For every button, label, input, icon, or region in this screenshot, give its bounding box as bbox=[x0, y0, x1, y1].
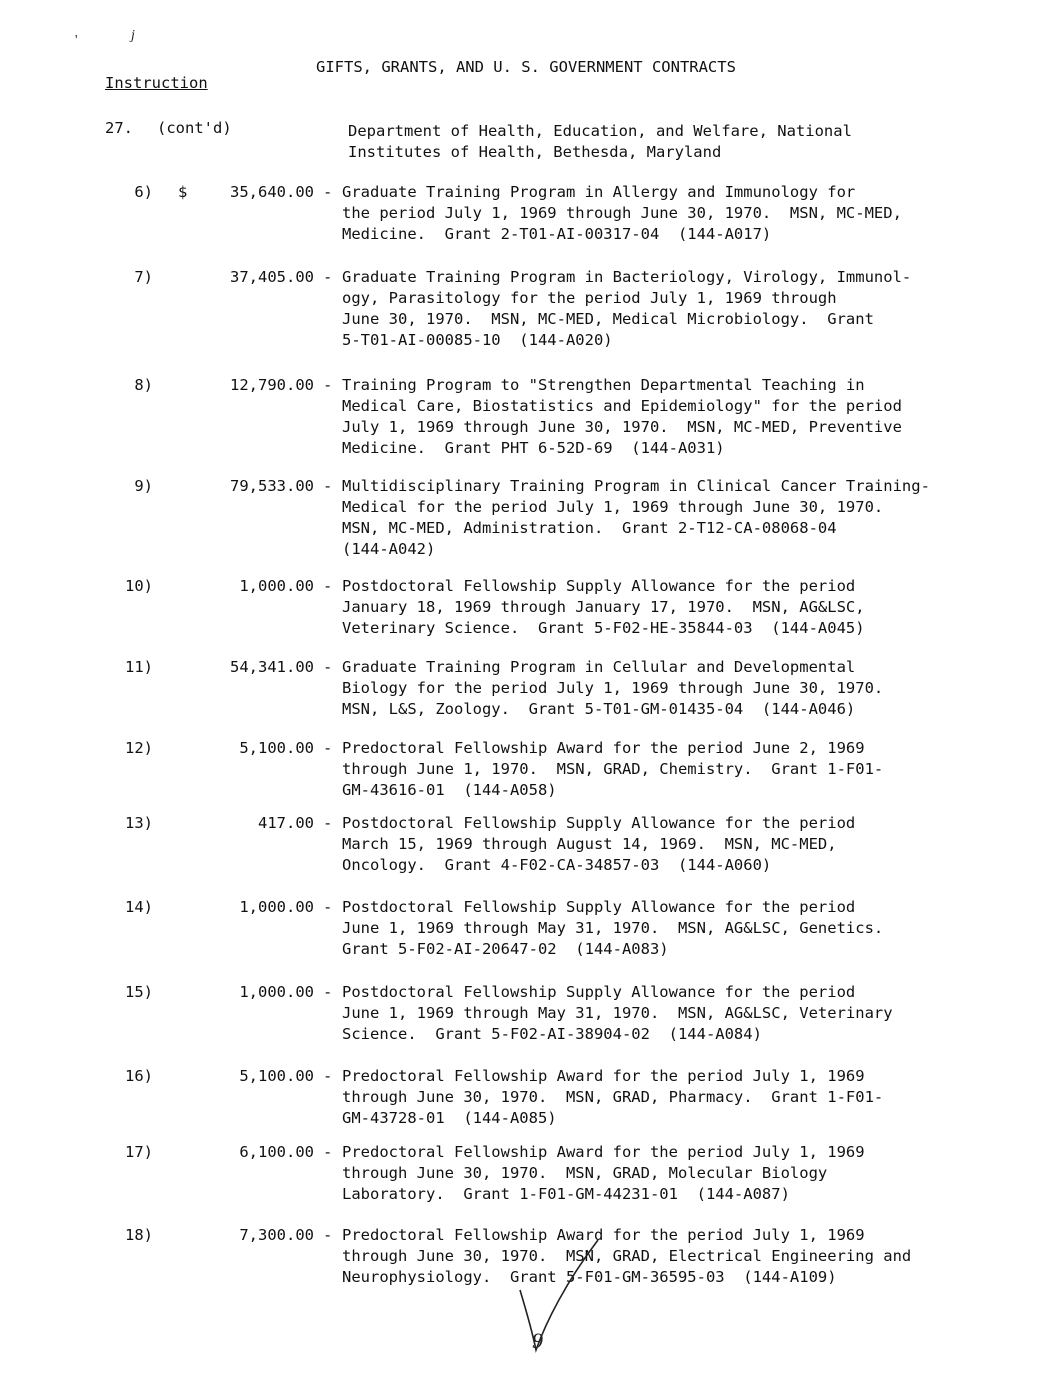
grant-amount: 1,000.00 bbox=[239, 898, 314, 916]
entry-number: 14) bbox=[125, 898, 153, 916]
grant-amount: 1,000.00 bbox=[239, 577, 314, 595]
description-line: through June 30, 1970. MSN, GRAD, Molecular Biology bbox=[342, 1164, 828, 1182]
separator-dash: - bbox=[323, 268, 333, 286]
entry-number: 12) bbox=[125, 739, 153, 757]
separator-dash: - bbox=[323, 577, 333, 595]
separator-dash: - bbox=[323, 739, 333, 757]
section-heading: Instruction bbox=[105, 74, 208, 92]
grant-description bbox=[342, 982, 1022, 1045]
grant-description bbox=[342, 813, 1022, 876]
agency-name bbox=[348, 121, 988, 163]
entry-number: 17) bbox=[125, 1143, 153, 1161]
description-line: March 15, 1969 through August 14, 1969. MSN, MC-MED, bbox=[342, 835, 837, 853]
grant-description bbox=[342, 476, 1022, 560]
description-line: Postdoctoral Fellowship Supply Allowance for the period bbox=[342, 814, 856, 832]
description-line: Predoctoral Fellowship Award for the period July 1, 1969 bbox=[342, 1067, 865, 1085]
grant-description bbox=[342, 1225, 1022, 1288]
description-line: Biology for the period July 1, 1969 through June 30, 1970. bbox=[342, 679, 884, 697]
separator-dash: - bbox=[323, 1143, 333, 1161]
grant-description bbox=[342, 657, 1022, 720]
checkmark-icon bbox=[514, 1232, 604, 1362]
description-line: Postdoctoral Fellowship Supply Allowance for the period bbox=[342, 898, 856, 916]
grant-amount: 79,533.00 bbox=[230, 477, 314, 495]
grant-amount: 12,790.00 bbox=[230, 376, 314, 394]
grant-amount: 1,000.00 bbox=[239, 983, 314, 1001]
grant-description bbox=[342, 576, 1022, 639]
separator-dash: - bbox=[323, 814, 333, 832]
grant-description bbox=[342, 267, 1022, 351]
description-line: Grant 5-F02-AI-20647-02 (144-A083) bbox=[342, 940, 669, 958]
grant-amount: 37,405.00 bbox=[230, 268, 314, 286]
description-line: through June 1, 1970. MSN, GRAD, Chemistry. Grant 1-F01- bbox=[342, 760, 884, 778]
separator-dash: - bbox=[323, 658, 333, 676]
separator-dash: - bbox=[323, 983, 333, 1001]
separator-dash: - bbox=[323, 183, 333, 201]
description-line: 5-T01-AI-00085-10 (144-A020) bbox=[342, 331, 613, 349]
description-line: Training Program to "Strengthen Departmental Teaching in bbox=[342, 376, 865, 394]
entry-number: 10) bbox=[125, 577, 153, 595]
grant-amount: 6,100.00 bbox=[239, 1143, 314, 1161]
grant-description bbox=[342, 738, 1022, 801]
separator-dash: - bbox=[323, 898, 333, 916]
description-line: Medical for the period July 1, 1969 through June 30, 1970. bbox=[342, 498, 884, 516]
description-line: July 1, 1969 through June 30, 1970. MSN, MC-MED, Preventive bbox=[342, 418, 902, 436]
entry-number: 16) bbox=[125, 1067, 153, 1085]
separator-dash: - bbox=[323, 1226, 333, 1244]
description-line: the period July 1, 1969 through June 30, 1970. MSN, MC-MED, bbox=[342, 204, 902, 222]
grant-amount: 5,100.00 bbox=[239, 1067, 314, 1085]
entry-number: 13) bbox=[125, 814, 153, 832]
agency-line: Department of Health, Education, and Welfare, National bbox=[348, 122, 852, 140]
grant-amount: 54,341.00 bbox=[230, 658, 314, 676]
description-line: Medical Care, Biostatistics and Epidemiology" for the period bbox=[342, 397, 902, 415]
grant-description bbox=[342, 1142, 1022, 1205]
description-line: ogy, Parasitology for the period July 1, 1969 through bbox=[342, 289, 837, 307]
description-line: GM-43728-01 (144-A085) bbox=[342, 1109, 557, 1127]
grant-description bbox=[342, 1066, 1022, 1129]
currency-symbol: $ bbox=[178, 183, 188, 201]
entry-number: 9) bbox=[134, 477, 153, 495]
stray-mark-1: ' bbox=[75, 33, 78, 48]
item-number: 27. bbox=[105, 119, 133, 137]
grant-amount: 7,300.00 bbox=[239, 1226, 314, 1244]
grant-description bbox=[342, 897, 1022, 960]
description-line: Predoctoral Fellowship Award for the period July 1, 1969 bbox=[342, 1226, 865, 1244]
stray-mark-2: j bbox=[131, 28, 135, 43]
description-line: June 1, 1969 through May 31, 1970. MSN, AG&LSC, Veterinary bbox=[342, 1004, 893, 1022]
entry-number: 11) bbox=[125, 658, 153, 676]
description-line: (144-A042) bbox=[342, 540, 436, 558]
agency-line: Institutes of Health, Bethesda, Maryland bbox=[348, 143, 722, 161]
grant-amount: 5,100.00 bbox=[239, 739, 314, 757]
description-line: Multidisciplinary Training Program in Clinical Cancer Training- bbox=[342, 477, 930, 495]
description-line: through June 30, 1970. MSN, GRAD, Electrical Engineering and bbox=[342, 1247, 912, 1265]
entry-number: 6) bbox=[134, 183, 153, 201]
description-line: MSN, L&S, Zoology. Grant 5-T01-GM-01435-04 (144-A046) bbox=[342, 700, 856, 718]
grant-description bbox=[342, 375, 1022, 459]
separator-dash: - bbox=[323, 1067, 333, 1085]
entry-number: 18) bbox=[125, 1226, 153, 1244]
separator-dash: - bbox=[323, 477, 333, 495]
grant-amount: 417.00 bbox=[258, 814, 314, 832]
description-line: Science. Grant 5-F02-AI-38904-02 (144-A084) bbox=[342, 1025, 762, 1043]
description-line: Graduate Training Program in Bacteriology, Virology, Immunol- bbox=[342, 268, 912, 286]
description-line: January 18, 1969 through January 17, 1970. MSN, AG&LSC, bbox=[342, 598, 865, 616]
description-line: June 1, 1969 through May 31, 1970. MSN, AG&LSC, Genetics. bbox=[342, 919, 884, 937]
description-line: Postdoctoral Fellowship Supply Allowance for the period bbox=[342, 983, 856, 1001]
description-line: Laboratory. Grant 1-F01-GM-44231-01 (144-A087) bbox=[342, 1185, 790, 1203]
description-line: Neurophysiology. Grant 5-F01-GM-36595-03 (144-A109) bbox=[342, 1268, 837, 1286]
entry-number: 7) bbox=[134, 268, 153, 286]
description-line: GM-43616-01 (144-A058) bbox=[342, 781, 557, 799]
description-line: Medicine. Grant 2-T01-AI-00317-04 (144-A017) bbox=[342, 225, 772, 243]
description-line: Oncology. Grant 4-F02-CA-34857-03 (144-A060) bbox=[342, 856, 772, 874]
grant-amount: 35,640.00 bbox=[230, 183, 314, 201]
description-line: Predoctoral Fellowship Award for the period July 1, 1969 bbox=[342, 1143, 865, 1161]
description-line: Graduate Training Program in Cellular and Developmental bbox=[342, 658, 856, 676]
page-mark: 9 bbox=[532, 1328, 543, 1353]
entry-number: 15) bbox=[125, 983, 153, 1001]
description-line: June 30, 1970. MSN, MC-MED, Medical Microbiology. Grant bbox=[342, 310, 874, 328]
entry-number: 8) bbox=[134, 376, 153, 394]
page-title: GIFTS, GRANTS, AND U. S. GOVERNMENT CONTRACTS bbox=[316, 58, 736, 76]
continued-label: (cont'd) bbox=[157, 119, 232, 137]
description-line: Medicine. Grant PHT 6-52D-69 (144-A031) bbox=[342, 439, 725, 457]
description-line: Veterinary Science. Grant 5-F02-HE-35844-03 (144-A045) bbox=[342, 619, 865, 637]
description-line: Postdoctoral Fellowship Supply Allowance for the period bbox=[342, 577, 856, 595]
description-line: Graduate Training Program in Allergy and Immunology for bbox=[342, 183, 856, 201]
separator-dash: - bbox=[323, 376, 333, 394]
grant-description bbox=[342, 182, 1022, 245]
description-line: MSN, MC-MED, Administration. Grant 2-T12-CA-08068-04 bbox=[342, 519, 837, 537]
description-line: through June 30, 1970. MSN, GRAD, Pharmacy. Grant 1-F01- bbox=[342, 1088, 884, 1106]
description-line: Predoctoral Fellowship Award for the period June 2, 1969 bbox=[342, 739, 865, 757]
